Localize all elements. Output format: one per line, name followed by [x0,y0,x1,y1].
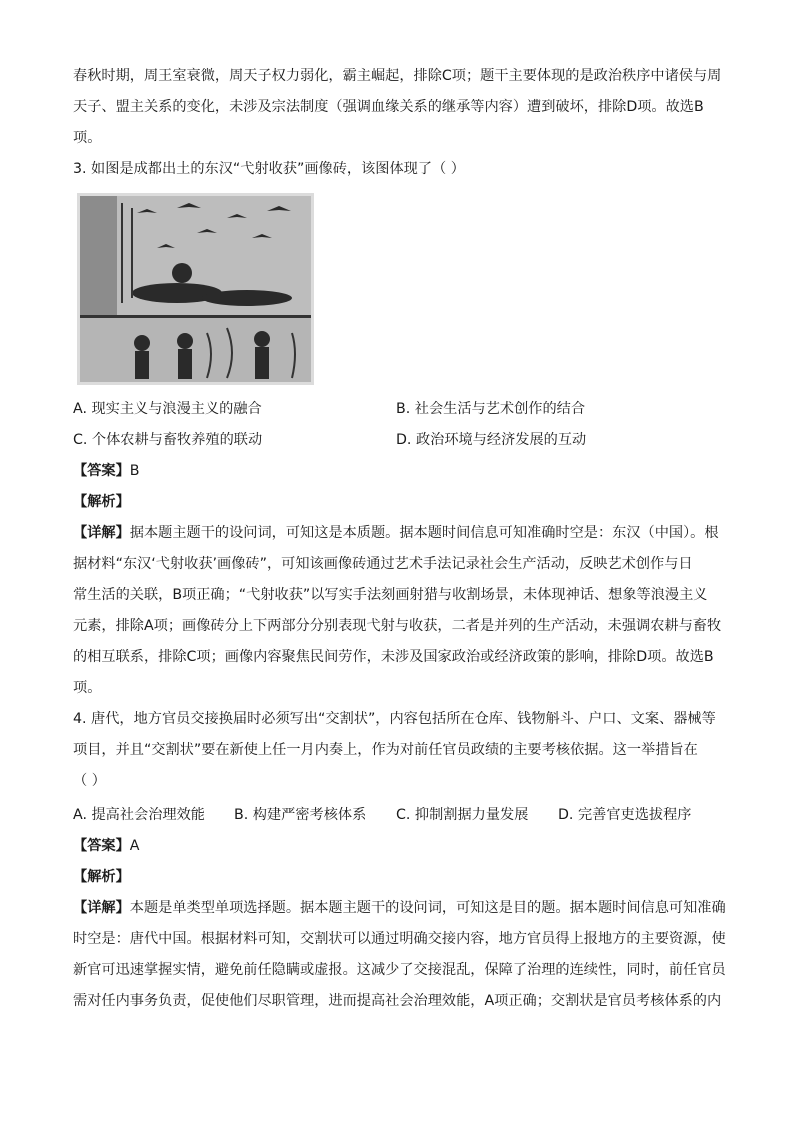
answer-tag: 【答案】 [73,838,130,854]
detail-line-1 [73,523,719,543]
brick-relief-image [77,193,314,385]
option-d: D. 完善官吏选拔程序 [558,807,692,823]
option-b: B. 构建严密考核体系 [234,807,367,823]
detail-tag: 【详解】 [73,900,130,916]
detail-line: 的相互联系，排除C项；画像内容聚焦民间劳作，未涉及国家政治或经济政策的影响，排除D项。故选B [73,649,714,665]
detail-text: 本题是单类型单项选择题。据本题主题干的设问词，可知这是目的题。据本题时间信息可知准确 [129,900,726,916]
answer-row [73,461,140,481]
detail-text: 据本题主题干的设问词，可知这是本质题。据本题时间信息可知准确时空是：东汉（中国）。根 [129,525,719,541]
answer-value: A [129,838,140,854]
option-a: A. 现实主义与浪漫主义的融合 [73,401,262,417]
detail-line: 时空是：唐代中国。根据材料可知，交割状可以通过明确交接内容，地方官员得上报地方的主要资源，使 [73,931,726,947]
question-4-stem: （ ） [73,773,106,789]
analysis-tag: 【解析】 [73,494,130,510]
option-a: A. 提高社会治理效能 [73,807,205,823]
detail-line: 新官可迅速掌握实情，避免前任隐瞒或虚报。这减少了交接混乱，保障了治理的连续性，同时，前任官员 [73,962,726,978]
detail-line-1 [73,898,726,918]
question-4-stem: 4. 唐代，地方官员交接换届时必须写出“交割状”，内容包括所在仓库、钱物斛斗、户口、文案、器械等 [73,711,716,727]
option-c: C. 抑制割据力量发展 [396,807,529,823]
analysis-tag: 【解析】 [73,869,130,885]
answer-tag: 【答案】 [73,463,130,479]
option-c: C. 个体农耕与畜牧养殖的联动 [73,432,263,448]
prev-answer-line-3: 项。 [73,130,102,146]
question-3-stem: 3. 如图是成都出土的东汉“弋射收获”画像砖，该图体现了（ ） [73,161,465,177]
detail-tag: 【详解】 [73,525,130,541]
prev-answer-line-2: 天子、盟主关系的变化，未涉及宗法制度（强调血缘关系的继承等内容）遭到破坏，排除D项。故选B [73,99,704,115]
answer-value: B [129,463,140,479]
question-4-stem: 项目，并且“交割状”要在新使上任一月内奏上，作为对前任官员政绩的主要考核依据。这一举措旨在 [73,742,698,758]
detail-line: 项。 [73,680,102,696]
option-d: D. 政治环境与经济发展的互动 [396,432,587,448]
detail-line: 常生活的关联，B项正确；“弋射收获”以写实手法刻画射猎与收割场景，未体现神话、想象等浪漫主义 [73,587,708,603]
answer-row [73,836,139,856]
detail-line: 据材料“东汉‘弋射收获’画像砖”，可知该画像砖通过艺术手法记录社会生产活动，反映艺术创作与日 [73,556,693,572]
detail-line: 需对任内事务负责，促使他们尽职管理，进而提高社会治理效能，A项正确；交割状是官员考核体系的内 [73,993,722,1009]
option-b: B. 社会生活与艺术创作的结合 [396,401,586,417]
prev-answer-line-1: 春秋时期，周王室衰微，周天子权力弱化，霸主崛起，排除C项；题干主要体现的是政治秩序中诸侯与周 [73,68,722,84]
detail-line: 元素，排除A项；画像砖分上下两部分分别表现弋射与收获，二者是并列的生产活动，未强调农耕与畜牧 [73,618,722,634]
